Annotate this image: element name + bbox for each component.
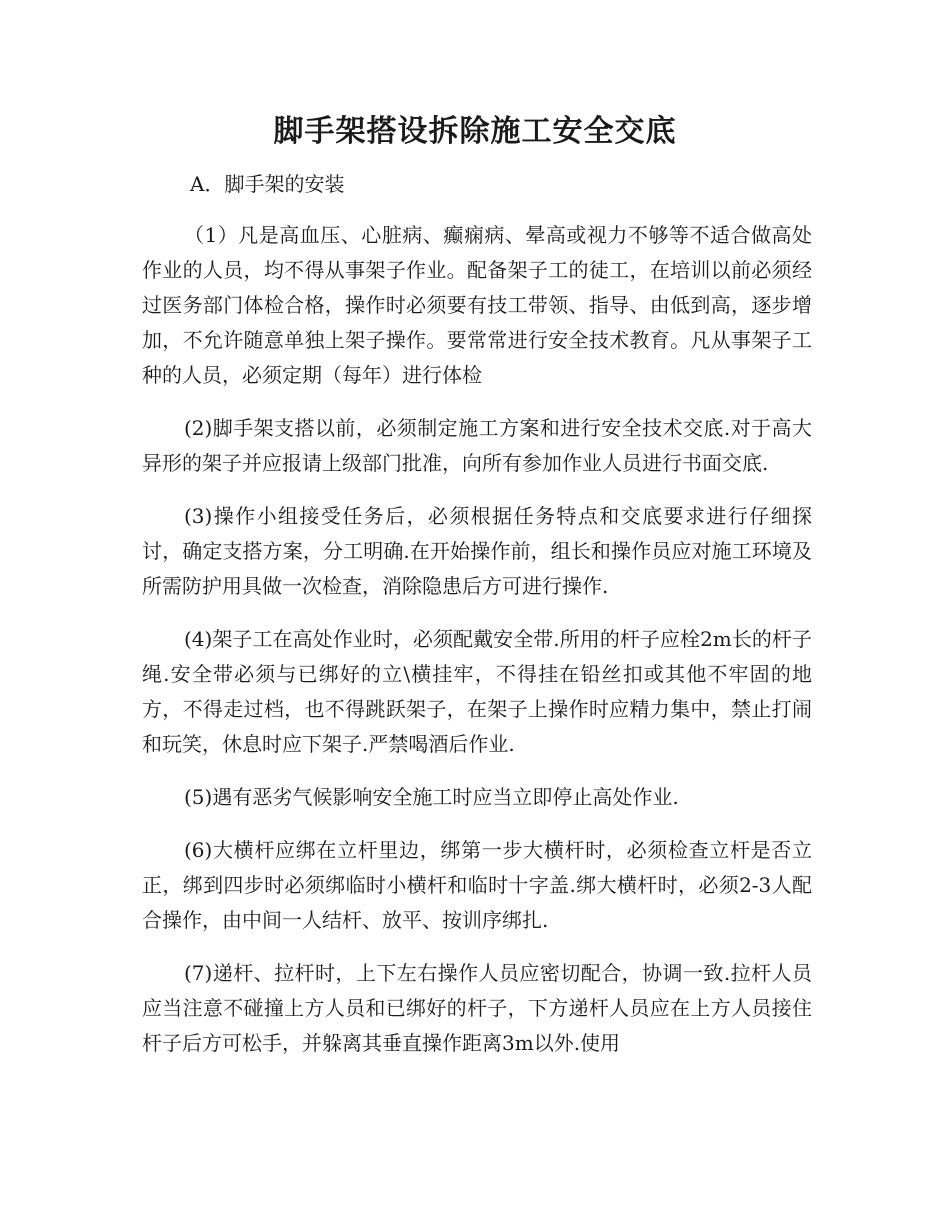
document-body	[142, 218, 812, 1079]
paragraph-4: (4)架子工在高处作业时，必须配戴安全带.所用的杆子应栓2m长的杆子绳.安全带必须与已绑好的立\横挂牢，不得挂在铅丝扣或其他不牢固的地方，不得走过档，也不得跳跃架子，在架子上操作时应精力集中，禁止打闹和玩笑，休息时应下架子.严禁喝酒后作业.	[142, 627, 812, 756]
paragraph-7: (7)递杆、拉杆时，上下左右操作人员应密切配合，协调一致.拉杆人员应当注意不碰撞上方人员和已绑好的杆子，下方递杆人员应在上方人员接住杆子后方可松手，并躲离其垂直操作距离3m以外.使用	[142, 961, 812, 1055]
paragraph-6: (6)大横杆应绑在立杆里边，绑第一步大横杆时，必须检查立杆是否立正，绑到四步时必须绑临时小横杆和临时十字盖.绑大横杆时，必须2-3人配合操作，由中间一人结杆、放平、按训序绑扎.	[142, 838, 812, 932]
paragraph-2: (2)脚手架支搭以前，必须制定施工方案和进行安全技术交底.对于高大异形的架子并应报请上级部门批准，向所有参加作业人员进行书面交底.	[142, 416, 812, 475]
paragraph-1: （1）凡是高血压、心脏病、癫痫病、晕高或视力不够等不适合做高处作业的人员，均不得从事架子作业。配备架子工的徒工，在培训以前必须经过医务部门体检合格，操作时必须要有技工带领、指导、由低到高，逐步增加，不允许随意单独上架子操作。要常常进行安全技术教育。凡从事架子工种的人员，必须定期（每年）进行体检	[142, 223, 812, 387]
paragraph-5: (5)遇有恶劣气候影响安全施工时应当立即停止高处作业.	[184, 785, 679, 809]
paragraph-3: (3)操作小组接受任务后，必须根据任务特点和交底要求进行仔细探讨，确定支搭方案，分工明确.在开始操作前，组长和操作员应对施工环境及所需防护用具做一次检查，消除隐患后方可进行操作.	[142, 504, 812, 598]
section-heading: A．脚手架的安装	[190, 172, 345, 196]
document-title: 脚手架搭设拆除施工安全交底	[273, 114, 677, 149]
